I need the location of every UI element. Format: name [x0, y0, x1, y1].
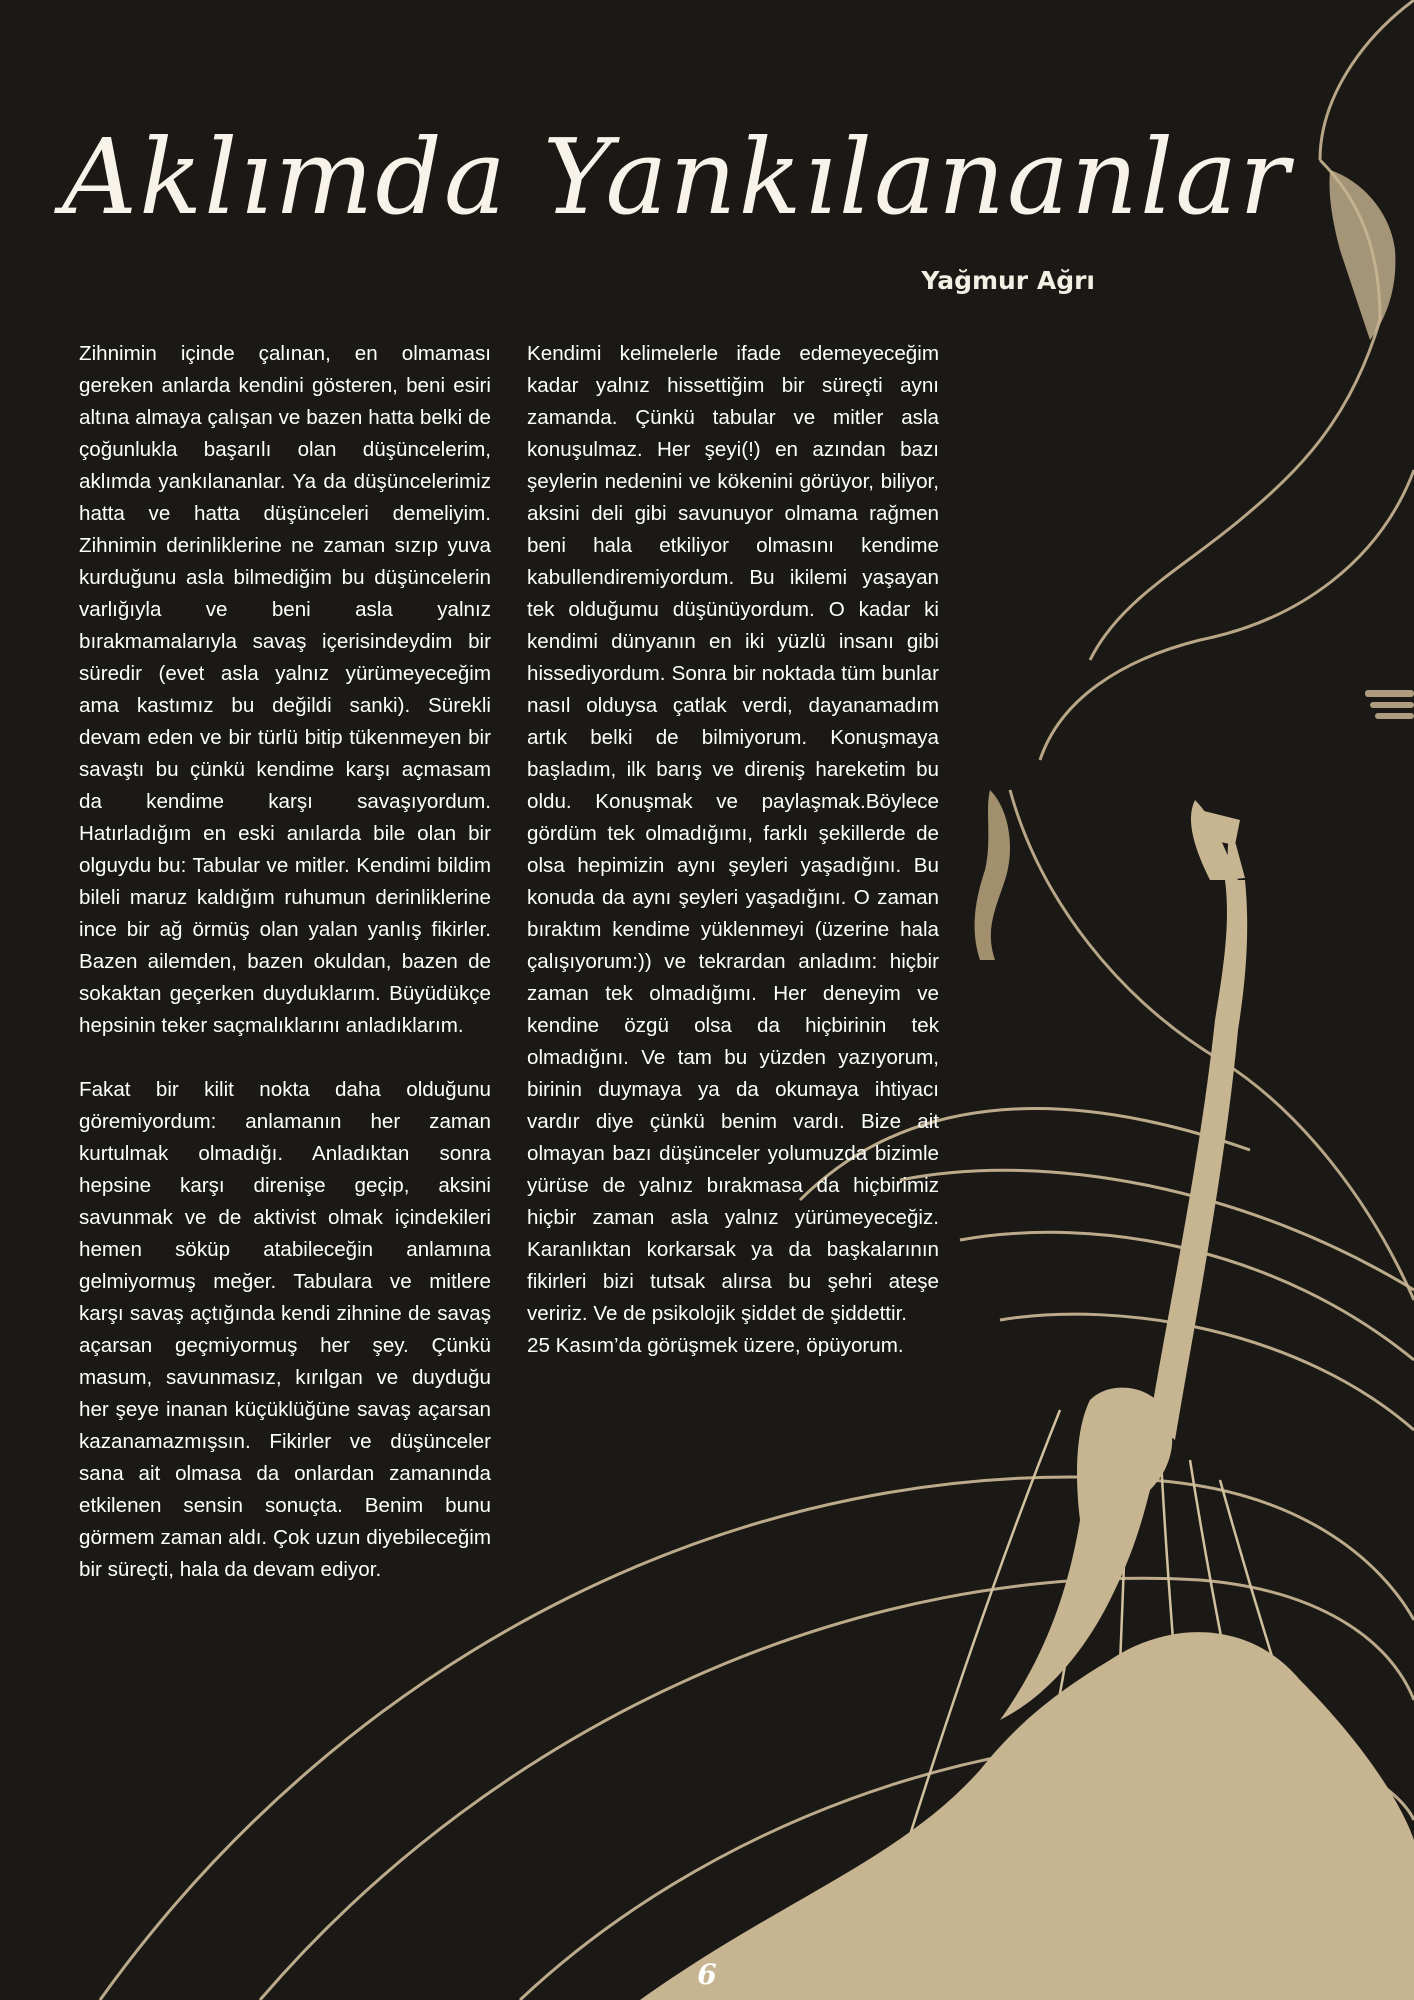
paragraph: Zihnimin içinde çalınan, en olmaması gereken anlarda kendini gösteren, beni esiri altına almaya çalışan ve bazen hatta belki de çoğunlukla başarılı olan düşüncelerim, aklımda yankılananlar. Ya da düşüncelerimiz hatta ve hatta düşünceleri demeliyim. Zihnimin derinliklerine ne zaman sızıp yuva kurduğunu asla bilmediğim bu düşüncelerin varlığıyla ve beni asla yalnız bırakmamalarıyla savaş içerisindeydim bir süredir (evet asla yalnız yürümeyeceğim ama kastımız bu değildi sanki). Sürekli devam eden ve bir türlü bitip tükenmeyen bir savaştı bu çünkü kendime karşı açmasam da kendime karşı savaşıyordum. Hatırladığım en eski anılarda bile olan bir olguydu bu: Tabular ve mitler. Kendimi bildim bileli maruz kaldığım ruhumun derinliklerine ince bir ağ örmüş olan yalan yanlış fikirler. Bazen ailemden, bazen okuldan, bazen de sokaktan geçerken duyduklarım. Büyüdükçe hepsinin teker saçmalıklarını anladıklarım. — [79, 342, 491, 1037]
left-column — [79, 338, 491, 1586]
right-column — [527, 338, 939, 1362]
author-name: Yağmur Ağrı — [921, 266, 1095, 295]
page-number: 6 — [697, 1958, 717, 1991]
closing-line: 25 Kasım’da görüşmek üzere, öpüyorum. — [527, 1334, 904, 1357]
article-title: Aklımda Yankılananlar — [62, 116, 1291, 238]
paragraph: Fakat bir kilit nokta daha olduğunu göremiyordum: anlamanın her zaman kurtulmak olmadığı. Anladıktan sonra hepsine karşı direnişe geçip, aksini savunmak ve de aktivist olmak içindekileri hemen söküp atabileceğin anlamına gelmiyormuş meğer. Tabulara ve mitlere karşı savaş açtığında kendi zihnine de savaş açarsan geçmiyormuş her şey. Çünkü masum, savunmasız, kırılgan ve duyduğu her şeye inanan küçüklüğüne savaş açarsan kazanamazmışsın. Fikirler ve düşünceler sana ait olmasa da onlardan zamanında etkilenen sensin sonuçta. Benim bunu görmem zaman aldı. Çok uzun diyebileceğim bir süreçti, hala da devam ediyor. — [79, 1078, 491, 1581]
paragraph: Kendimi kelimelerle ifade edemeyeceğim kadar yalnız hissettiğim bir süreçti aynı zamanda. Çünkü tabular ve mitler asla konuşulmaz. Her şeyi(!) en azından bazı şeylerin nedenini ve kökenini görüyor, biliyor, aksini deli gibi savunuyor olmama rağmen beni hala etkiliyor olmasını kendime kabullendiremiyordum. Bu ikilemi yaşayan tek olduğumu düşünüyordum. O kadar ki kendimi dünyanın en iki yüzlü insanı gibi hissediyordum. Sonra bir noktada tüm bunlar nasıl olduysa çatlak verdi, dayanamadım artık belki de bilmiyorum. Konuşmaya başladım, ilk barış ve direniş hareketim bu oldu. Konuşmak ve paylaşmak.Böylece gördüm tek olmadığımı, farklı şekillerde de olsa hepimizin aynı şeyleri yaşadığını. Bu konuda da aynı şeyleri yaşadığını. O zaman bıraktım kendime yüklenmeyi (üzerine hala çalışıyorum:)) ve tekrardan anladım: hiçbir zaman tek olmadığımı. Her deneyim ve kendine özgü olsa da hiçbirinin tek olmadığını. Ve tam bu yüzden yazıyorum, birinin duymaya ya da okumaya ihtiyacı vardır diye çünkü benim vardı. Bize ait olmayan bazı düşünceler yolumuzda bizimle yürüse de yalnız bırakmasa da hiçbirimiz hiçbir zaman asla yalnız yürümeyeceğiz. Karanlıktan korkarsak ya da başkalarının fikirleri bizi tutsak alırsa bu şehri ateşe veririz. Ve de psikolojik şiddet de şiddettir. — [527, 342, 939, 1325]
